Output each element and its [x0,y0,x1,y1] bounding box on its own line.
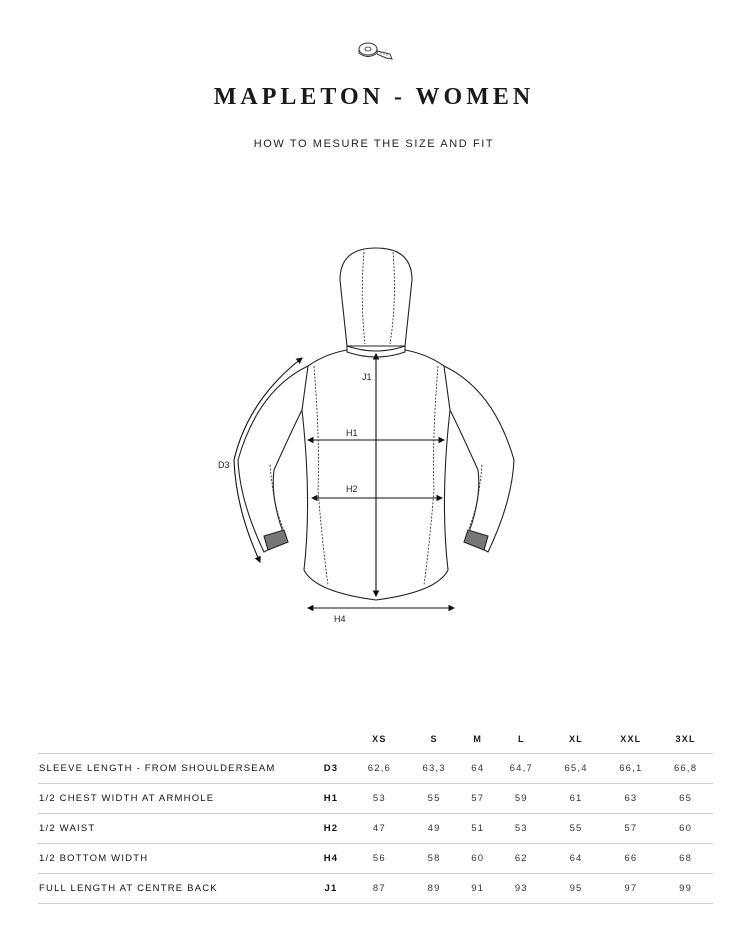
table-row [38,754,713,784]
size-header-row [38,724,713,754]
measuring-tape-icon [356,38,396,62]
table-cell: 68 [658,844,713,874]
measurement-code: H1 [310,784,352,814]
table-cell: 95 [549,874,604,904]
table-cell: 63,3 [407,754,462,784]
table-cell: 62,6 [352,754,407,784]
table-cell: 47 [352,814,407,844]
right-sleeve [444,366,514,552]
table-cell: 61 [549,784,604,814]
j1-label: J1 [362,372,372,382]
table-row [38,874,713,904]
table-cell: 66,1 [603,754,658,784]
measurement-name: SLEEVE LENGTH - FROM SHOULDERSEAM [38,754,310,784]
table-cell: 62 [494,844,549,874]
table-cell: 65 [658,784,713,814]
size-header: XL [569,733,584,744]
hood-outline [340,248,412,346]
left-sleeve [238,366,308,552]
table-cell: 97 [603,874,658,904]
size-table [38,724,713,904]
jacket-diagram [200,240,540,640]
measurement-code: H4 [310,844,352,874]
measurement-header [38,724,310,754]
h2-label: H2 [346,484,358,494]
table-cell: 51 [462,814,494,844]
d3-arrow [234,358,302,562]
page-subtitle: HOW TO MESURE THE SIZE AND FIT [253,138,495,150]
table-cell: 58 [407,844,462,874]
table-cell: 57 [603,814,658,844]
table-cell: 87 [352,874,407,904]
page-title: MAPLETON - WOMEN [213,84,535,110]
table-cell: 64,7 [494,754,549,784]
table-cell: 60 [462,844,494,874]
table-cell: 55 [549,814,604,844]
table-cell: 60 [658,814,713,844]
table-cell: 99 [658,874,713,904]
h1-label: H1 [346,428,358,438]
table-cell: 93 [494,874,549,904]
d3-label: D3 [218,460,230,470]
size-header: L [517,733,525,744]
size-header: 3XL [675,733,696,744]
table-cell: 66 [603,844,658,874]
size-header: M [473,733,483,744]
table-cell: 59 [494,784,549,814]
table-cell: 55 [407,784,462,814]
table-cell: 53 [352,784,407,814]
code-header [310,724,352,754]
table-cell: 49 [407,814,462,844]
table-cell: 64 [462,754,494,784]
table-cell: 91 [462,874,494,904]
measurement-code: D3 [310,754,352,784]
table-cell: 53 [494,814,549,844]
measurement-code: H2 [310,814,352,844]
measurement-name: 1/2 BOTTOM WIDTH [38,844,310,874]
size-header: XXL [620,733,642,744]
measurement-name: 1/2 WAIST [38,814,310,844]
measurement-name: FULL LENGTH AT CENTRE BACK [38,874,310,904]
table-row [38,844,713,874]
size-header: XS [372,733,387,744]
measurement-code: J1 [310,874,352,904]
table-cell: 63 [603,784,658,814]
table-cell: 89 [407,874,462,904]
measurement-name: 1/2 CHEST WIDTH AT ARMHOLE [38,784,310,814]
table-row [38,814,713,844]
table-cell: 57 [462,784,494,814]
size-header: S [430,733,438,744]
table-row [38,784,713,814]
table-cell: 56 [352,844,407,874]
table-cell: 66,8 [658,754,713,784]
h4-label: H4 [334,614,346,624]
table-cell: 65,4 [549,754,604,784]
table-cell: 64 [549,844,604,874]
